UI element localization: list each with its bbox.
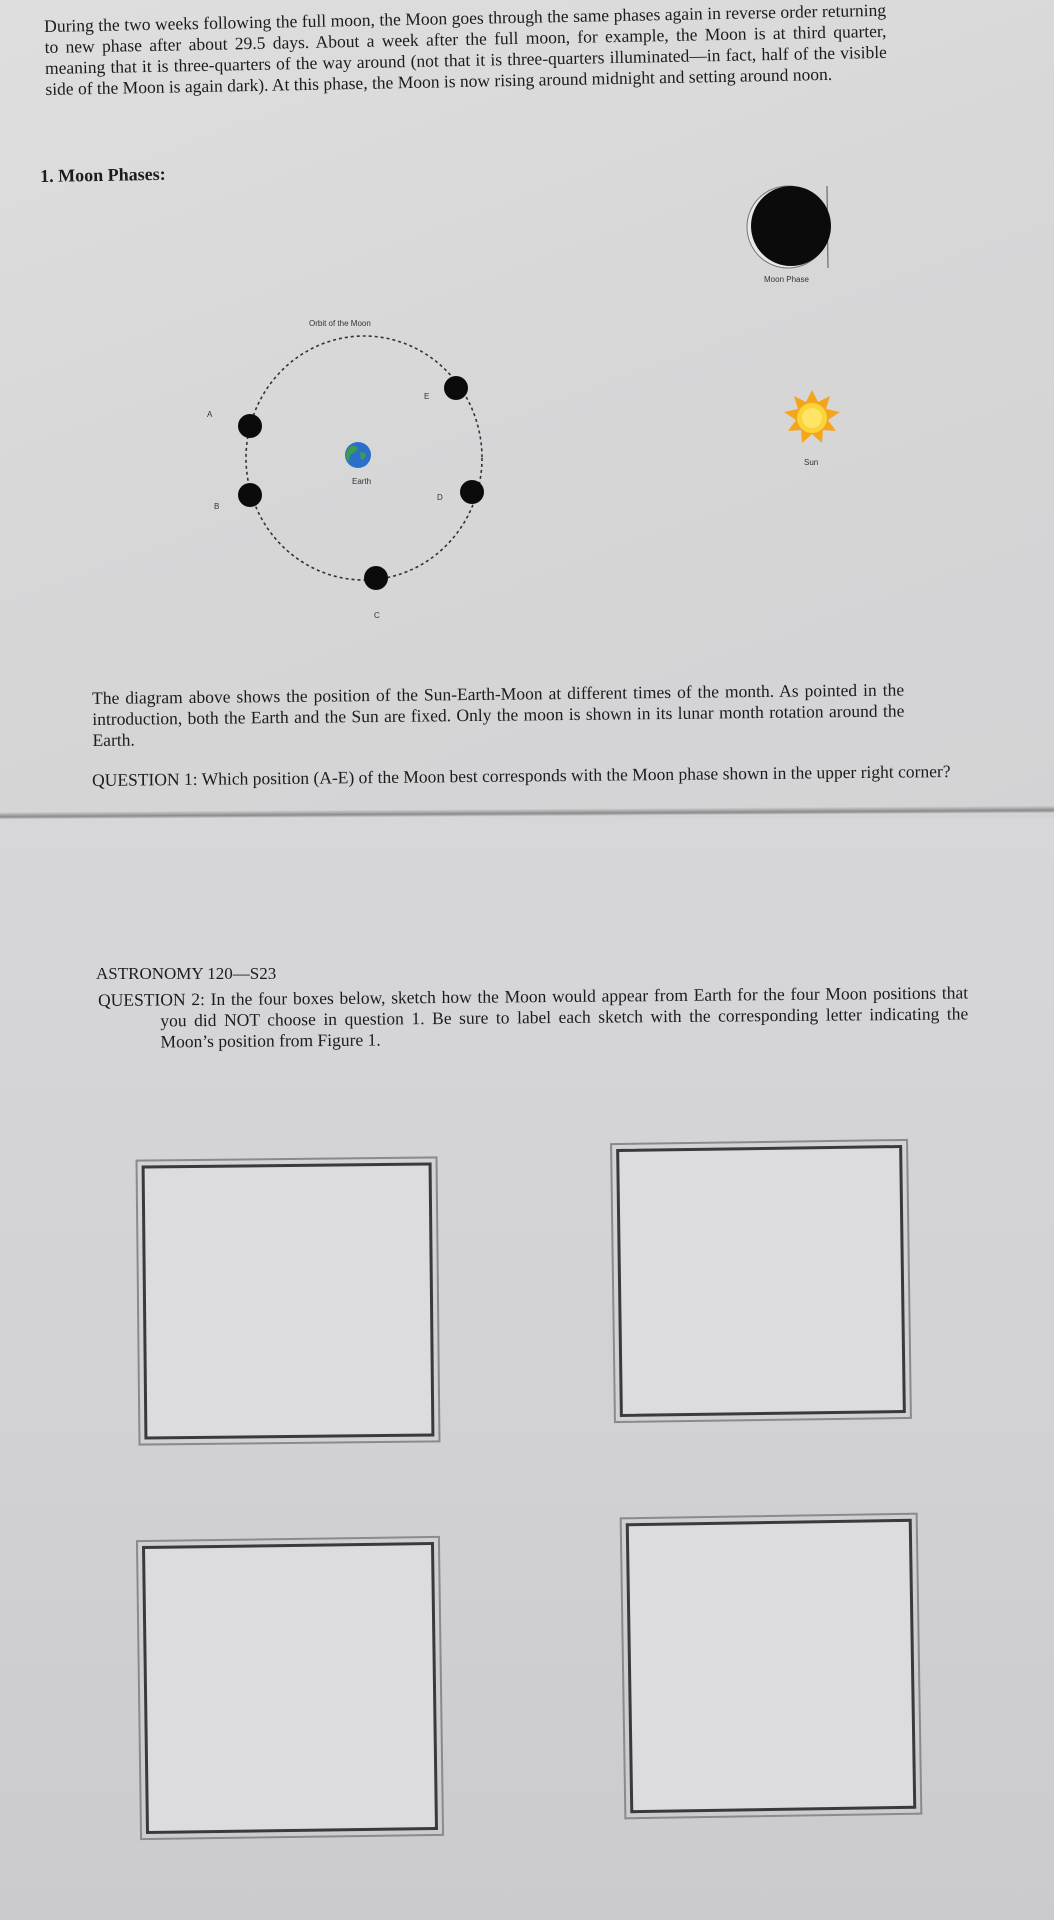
- sketch-box-2[interactable]: [616, 1145, 906, 1417]
- moon-position-d: [460, 480, 484, 504]
- moon-phase-label: Moon Phase: [764, 275, 809, 284]
- moon-position-b: [238, 483, 262, 507]
- moon-position-a: [238, 414, 262, 438]
- moon-phase-icon: [747, 186, 831, 268]
- question-2: QUESTION 2: In the four boxes below, sketch how the Moon would appear from Earth for the four Moon positions that you did NOT choose in question 1. Be sure to label each sketch with the corresponding letter indicating the Moon’s position from Figure 1.: [98, 982, 969, 1052]
- section-heading: 1. Moon Phases:: [40, 163, 166, 186]
- moon-position-c: [364, 566, 388, 590]
- sketch-box-3[interactable]: [142, 1542, 438, 1834]
- orbit-label: Orbit of the Moon: [309, 319, 371, 328]
- sun-icon: [784, 390, 840, 443]
- label-b: B: [214, 502, 220, 511]
- sketch-box-4[interactable]: [626, 1519, 917, 1813]
- sun-label: Sun: [804, 458, 819, 467]
- label-d: D: [437, 493, 443, 502]
- sketch-box-1[interactable]: [142, 1162, 435, 1439]
- label-c: C: [374, 611, 380, 620]
- question-1: QUESTION 1: Which position (A-E) of the Moon best corresponds with the Moon phase shown in the upper right corner?: [92, 761, 951, 790]
- intro-paragraph: During the two weeks following the full moon, the Moon goes through the same phases again in reverse order returning to new phase after about 29.5 days. About a week after the full moon, for example, the Moon is at third quarter, meaning that it is three-quarters of the way around (not that it is three-quarters illuminated—in fact, half of the visible side of the Moon is again dark). At this phase, the Moon is now rising around midnight and setting around noon.: [44, 0, 888, 99]
- earth-icon: [345, 442, 371, 468]
- earth-label: Earth: [352, 477, 372, 486]
- diagram-description: The diagram above shows the position of the Sun-Earth-Moon at different times of the month. As pointed in the introduction, both the Earth and the Sun are fixed. Only the moon is shown in its lunar month rotation around the Earth.: [92, 679, 905, 750]
- moon-position-e: [444, 376, 468, 400]
- course-label: ASTRONOMY 120—S23: [96, 964, 277, 983]
- label-e: E: [424, 392, 430, 401]
- label-a: A: [207, 410, 213, 419]
